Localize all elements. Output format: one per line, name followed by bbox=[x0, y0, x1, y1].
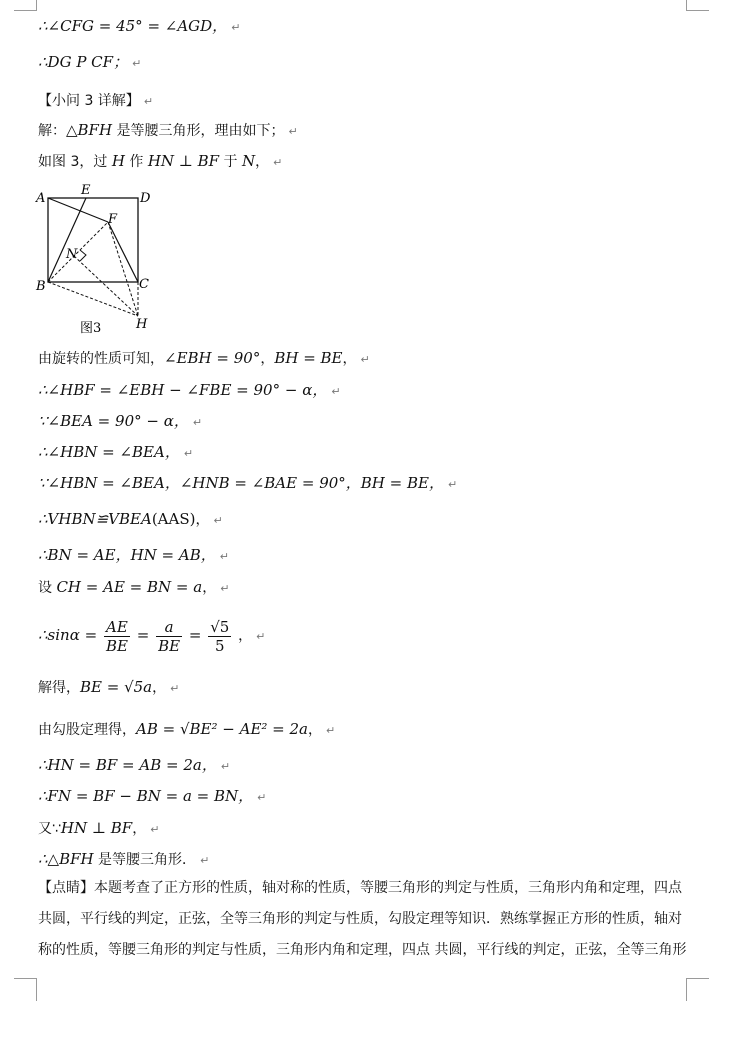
proof-line-10: ∵∠HBN = ∠BEA，∠HNB = ∠BAE = 90°，BH = BE， ↵ bbox=[38, 474, 458, 492]
crop-mark-bottom-right bbox=[686, 978, 709, 1001]
proof-line-sine: ∴sinα = $\frac{AE}{BE}$ = $\frac{a}{BE}$ = $\frac{√5}{5}$ ， ↵ bbox=[38, 617, 266, 655]
geometry-figure-3 bbox=[30, 182, 170, 342]
proof-line-solve: 解得，BE = √5a， ↵ bbox=[38, 678, 180, 696]
key-points-comment: 【点睛】本题考查了正方形的性质，轴对称的性质，等腰三角形的判定与性质，三角形内角和定理，四点共圆，平行线的判定，正弦，全等三角形的判定与性质，勾股定理等知识．熟练掌握正方形的性质，轴对称的性质，等腰三角形的判定与性质，三角形内角和定理，四点 共圆，平行线的判定，正弦，全等三角形 bbox=[38, 880, 687, 958]
crop-mark-top-left bbox=[14, 0, 37, 11]
proof-line-17: ∴HN = BF = AB = 2a， ↵ bbox=[38, 756, 231, 774]
proof-line-9: ∴∠HBN = ∠BEA， ↵ bbox=[38, 443, 194, 461]
fraction-a-be: $\frac{a}{BE}$ bbox=[158, 617, 181, 655]
construction-line: 如图 3，过 H 作 HN ⊥ BF 于 N， ↵ bbox=[38, 152, 283, 170]
square-abcd bbox=[48, 198, 138, 282]
proof-line-12: ∴BN = AE，HN = AB， ↵ bbox=[38, 546, 229, 564]
label-e: E bbox=[81, 183, 91, 198]
section-heading-q3: 【小问 3 详解】 ↵ bbox=[38, 93, 154, 109]
segment-bh bbox=[48, 282, 138, 316]
proof-line-19: 又∵HN ⊥ BF， ↵ bbox=[38, 819, 160, 837]
segment-af bbox=[48, 198, 108, 222]
right-angle-mark bbox=[80, 250, 86, 261]
crop-mark-bottom-left bbox=[14, 978, 37, 1001]
proof-line-8: ∵∠BEA = 90° − α， ↵ bbox=[38, 412, 203, 430]
proof-line-pythagoras: 由勾股定理得，AB = √BE² − AE² = 2a， ↵ bbox=[38, 720, 336, 738]
proof-line-let: 设 CH = AE = BN = a， ↵ bbox=[38, 578, 230, 596]
proof-line-2: ∴DG P CF； ↵ bbox=[38, 53, 142, 71]
label-b: B bbox=[36, 279, 46, 294]
proof-line-congruence: ∴VHBN≌VBEA(AAS)， ↵ bbox=[38, 510, 223, 528]
proof-conclusion: ∴△BFH 是等腰三角形． ↵ bbox=[38, 850, 210, 868]
solution-intro: 解：△BFH 是等腰三角形，理由如下； ↵ bbox=[38, 121, 298, 139]
figure-caption: 图3 bbox=[80, 321, 102, 336]
label-n: N bbox=[66, 247, 78, 262]
proof-line-7: ∴∠HBF = ∠EBH − ∠FBE = 90° − α， ↵ bbox=[38, 381, 341, 399]
fraction-root5-5: $\frac{√5}{5}$ bbox=[210, 617, 230, 655]
proof-line-18: ∴FN = BF − BN = a = BN， ↵ bbox=[38, 787, 267, 805]
segment-bf bbox=[48, 222, 108, 282]
segment-be bbox=[48, 198, 86, 282]
label-c: C bbox=[139, 277, 149, 292]
proof-line-rotation: 由旋转的性质可知，∠EBH = 90°，BH = BE， ↵ bbox=[38, 349, 370, 367]
label-h: H bbox=[136, 317, 148, 332]
segment-fc bbox=[108, 222, 138, 282]
label-d: D bbox=[140, 191, 151, 206]
crop-mark-top-right bbox=[686, 0, 709, 11]
proof-line-1: ∴∠CFG = 45° = ∠AGD， ↵ bbox=[38, 17, 241, 35]
fraction-ae-be: $\frac{AE}{BE}$ bbox=[105, 617, 128, 655]
label-f: F bbox=[108, 212, 118, 227]
label-a: A bbox=[36, 191, 46, 206]
